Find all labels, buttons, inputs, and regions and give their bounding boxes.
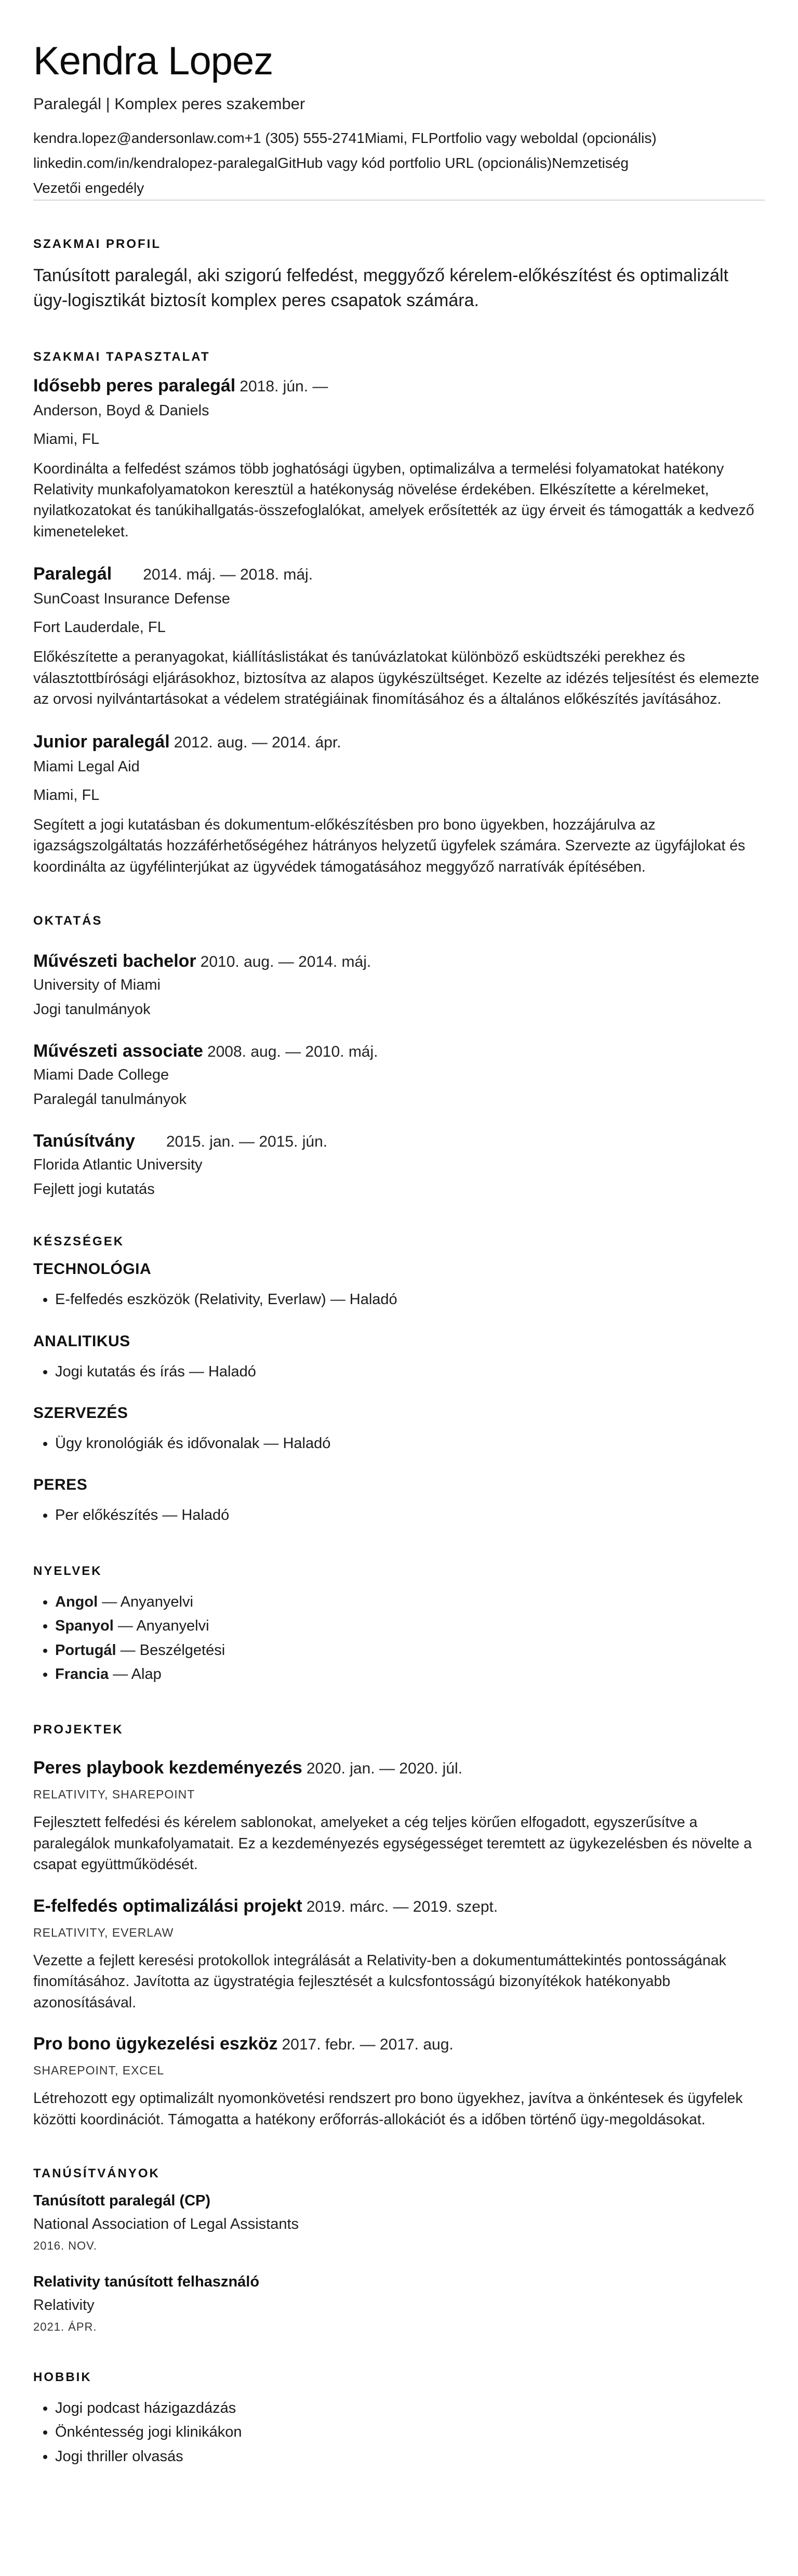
job-dates: 2012. aug. — 2014. ápr. xyxy=(174,733,341,751)
projects-section xyxy=(33,1723,765,2130)
certifications-section xyxy=(33,2166,765,2334)
job-title: Junior paralegál xyxy=(33,731,170,752)
section-title: OKTATÁS xyxy=(33,914,103,928)
section-title: KÉSZSÉGEK xyxy=(33,1234,125,1249)
education-dates: 2015. jan. — 2015. jún. xyxy=(166,1133,328,1151)
degree: Tanúsítvány xyxy=(33,1131,135,1151)
project-item xyxy=(33,1758,765,1875)
experience-item xyxy=(33,376,765,543)
section-title: TANÚSÍTVÁNYOK xyxy=(33,2166,160,2181)
hobby-item: • Jogi thriller olvasás xyxy=(55,2444,765,2468)
language-name: Angol xyxy=(55,1593,98,1610)
skill-item: • Per előkészítés — Haladó xyxy=(55,1503,765,1527)
certification-date: 2021. ÁPR. xyxy=(33,2320,97,2334)
hobby-item: • Jogi podcast házigazdázás xyxy=(55,2396,765,2420)
education-item xyxy=(33,951,765,1018)
certification-item xyxy=(33,2273,765,2334)
skill-item: • Ügy kronológiák és idővonalak — Haladó xyxy=(55,1431,765,1455)
skill-category: ANALITIKUS xyxy=(33,1332,130,1350)
job-title: Paralegál xyxy=(33,564,112,584)
section-title: HOBBIK xyxy=(33,2370,92,2385)
skill-category: TECHNOLÓGIA xyxy=(33,1260,152,1278)
language-level: — Anyanyelvi xyxy=(113,1618,209,1635)
project-name: Pro bono ügykezelési eszköz xyxy=(33,2034,278,2054)
language-level: — Anyanyelvi xyxy=(98,1593,193,1610)
project-dates: 2019. márc. — 2019. szept. xyxy=(306,1898,498,1915)
job-location: Miami, FL xyxy=(33,430,100,448)
header-divider xyxy=(33,200,765,201)
language-name: Portugál xyxy=(55,1641,116,1659)
certification-name: Relativity tanúsított felhasználó xyxy=(33,2273,260,2291)
section-title: NYELVEK xyxy=(33,1563,102,1578)
experience-item xyxy=(33,564,765,709)
contact-line-1 xyxy=(33,130,765,147)
candidate-name: Kendra Lopez xyxy=(33,39,273,83)
language-item xyxy=(55,1662,765,1686)
project-dates: 2017. febr. — 2017. aug. xyxy=(282,2036,454,2054)
job-dates: 2014. máj. — 2018. máj. xyxy=(143,566,313,584)
experience-section xyxy=(33,350,765,878)
contact-linkedin[interactable]: linkedin.com/in/kendralopez-paralegal xyxy=(33,155,278,171)
section-title: SZAKMAI PROFIL xyxy=(33,237,161,251)
skill-group xyxy=(33,1476,765,1527)
company: Anderson, Boyd & Daniels xyxy=(33,402,209,419)
contact-license: Vezetői engedély xyxy=(33,180,144,196)
language-level: — Beszélgetési xyxy=(116,1641,225,1659)
skill-group xyxy=(33,1404,765,1455)
language-name: Spanyol xyxy=(55,1618,114,1635)
contact-portfolio[interactable]: Portfolio vagy weboldal (opcionális) xyxy=(428,130,657,146)
language-level: — Alap xyxy=(109,1665,162,1683)
field-of-study: Fejlett jogi kutatás xyxy=(33,1181,155,1198)
section-title: SZAKMAI TAPASZTALAT xyxy=(33,349,210,364)
project-tech: RELATIVITY, EVERLAW xyxy=(33,1925,174,1939)
certification-issuer: Relativity xyxy=(33,2297,95,2314)
project-item xyxy=(33,2034,765,2130)
certification-item xyxy=(33,2192,765,2253)
degree: Művészeti associate xyxy=(33,1041,203,1061)
project-description: Vezette a fejlett keresési protokollok integrálását a Relativity-ben a dokumentumáttekintés pontosságának finomításához. Javította az ügystratégia fejlesztését a kulcsfontosságú bizonyítékok hatékonyabb azonosításával. xyxy=(33,1952,726,2011)
headline: Paralegál | Komplex peres szakember xyxy=(33,95,305,113)
contact-phone[interactable]: +1 (305) 555-2741 xyxy=(244,130,365,146)
job-description: Koordinálta a felfedést számos több joghatósági ügyben, optimalizálva a termelési folyamatokat hatékony Relativity munkafolyamatokon keresztül a hatékonyság növelése érdekében. Elkészítette a kérelmeket, nyilatkozatokat és tanúkihallgatás-összefoglalókat, amelyek erősítették az ügy érveit és támogatták a kedvező kimeneteleket. xyxy=(33,460,754,540)
skill-item: • E-felfedés eszközök (Relativity, Everlaw) — Haladó xyxy=(55,1287,765,1311)
company: Miami Legal Aid xyxy=(33,758,140,775)
field-of-study: Jogi tanulmányok xyxy=(33,1001,151,1018)
resume-header xyxy=(33,0,765,201)
contact-email[interactable]: kendra.lopez@andersonlaw.com xyxy=(33,130,245,146)
education-item xyxy=(33,1131,765,1198)
language-name: Francia xyxy=(55,1665,109,1683)
job-description: Előkészítette a peranyagokat, kiállításlistákat és tanúvázlatokat különböző esküdtszéki perekhez és választottbírósági eljárásokhoz, biztosítva az alapos ügykészültséget. Kezelte az idézés teljesítést és elemezte az orvosi nyilvántartásokat a védelem stratégiáinak finomításához és a általános előkészítés javításához. xyxy=(33,649,760,708)
contact-line-2 xyxy=(33,155,765,172)
skill-category: SZERVEZÉS xyxy=(33,1404,128,1422)
education-dates: 2010. aug. — 2014. máj. xyxy=(200,953,371,971)
project-description: Létrehozott egy optimalizált nyomonkövetési rendszert pro bono ügyekhez, javítva a önkéntesek és ügyfelek közötti koordinációt. Támogatta a hatékony erőforrás-allokációt és a időben történő ügy-megoldásokat. xyxy=(33,2090,743,2128)
project-tech: RELATIVITY, SHAREPOINT xyxy=(33,1788,195,1802)
school: Florida Atlantic University xyxy=(33,1156,203,1174)
education-item xyxy=(33,1041,765,1108)
summary-section xyxy=(33,237,765,313)
project-dates: 2020. jan. — 2020. júl. xyxy=(306,1760,463,1778)
certification-issuer: National Association of Legal Assistants xyxy=(33,2216,299,2233)
summary-text: Tanúsított paralegál, aki szigorú felfedést, meggyőző kérelem-előkészítést és optimalizált ügy-logisztikát biztosít komplex peres csapatok számára. xyxy=(33,266,728,311)
degree: Művészeti bachelor xyxy=(33,951,196,971)
skill-group xyxy=(33,1333,765,1384)
contact-nationality: Nemzetiség xyxy=(552,155,629,171)
project-name: E-felfedés optimalizálási projekt xyxy=(33,1896,302,1916)
languages-section xyxy=(33,1564,765,1687)
project-item xyxy=(33,1896,765,2013)
contact-line-3 xyxy=(33,180,765,196)
education-section xyxy=(33,914,765,1198)
job-location: Miami, FL xyxy=(33,786,100,804)
skill-item: • Jogi kutatás és írás — Haladó xyxy=(55,1360,765,1384)
education-dates: 2008. aug. — 2010. máj. xyxy=(207,1043,378,1061)
contact-location: Miami, FL xyxy=(364,130,429,146)
job-dates: 2018. jún. — xyxy=(240,377,328,395)
project-description: Fejlesztett felfedési és kérelem sablonokat, amelyeket a cég teljes körűen elfogadott, egyszerűsítve a paralegálok munkafolyamatait. Ez a kezdeményezés egységességet teremtett az ügykezelésben és növelte a csapat együttműködését. xyxy=(33,1814,752,1873)
project-name: Peres playbook kezdeményezés xyxy=(33,1758,302,1778)
job-title: Idősebb peres paralegál xyxy=(33,375,236,396)
hobby-item: • Önkéntesség jogi klinikákon xyxy=(55,2420,765,2444)
language-item xyxy=(55,1614,765,1638)
company: SunCoast Insurance Defense xyxy=(33,590,230,608)
language-item xyxy=(55,1638,765,1662)
skill-category: PERES xyxy=(33,1476,88,1494)
hobbies-section xyxy=(33,2370,765,2468)
field-of-study: Paralegál tanulmányok xyxy=(33,1091,187,1108)
language-item xyxy=(55,1590,765,1614)
skill-group xyxy=(33,1260,765,1311)
certification-name: Tanúsított paralegál (CP) xyxy=(33,2192,211,2210)
skills-section xyxy=(33,1234,765,1528)
contact-github[interactable]: GitHub vagy kód portfolio URL (opcionális) xyxy=(277,155,552,171)
section-title: PROJEKTEK xyxy=(33,1723,124,1737)
certification-date: 2016. NOV. xyxy=(33,2239,97,2253)
job-location: Fort Lauderdale, FL xyxy=(33,619,166,636)
project-tech: SHAREPOINT, EXCEL xyxy=(33,2064,165,2078)
experience-item xyxy=(33,732,765,877)
school: University of Miami xyxy=(33,977,161,994)
job-description: Segített a jogi kutatásban és dokumentum-előkészítésben pro bono ügyekben, hozzájárulva az igazságszolgáltatás hozzáférhetőségéhez hátrányos helyzetű ügyfelek számára. Szervezte az ügyfájlokat és koordinálta az ügyfélinterjúkat az ügyvédek támogatásához meggyőző narratívák építésében. xyxy=(33,816,746,875)
school: Miami Dade College xyxy=(33,1067,169,1084)
